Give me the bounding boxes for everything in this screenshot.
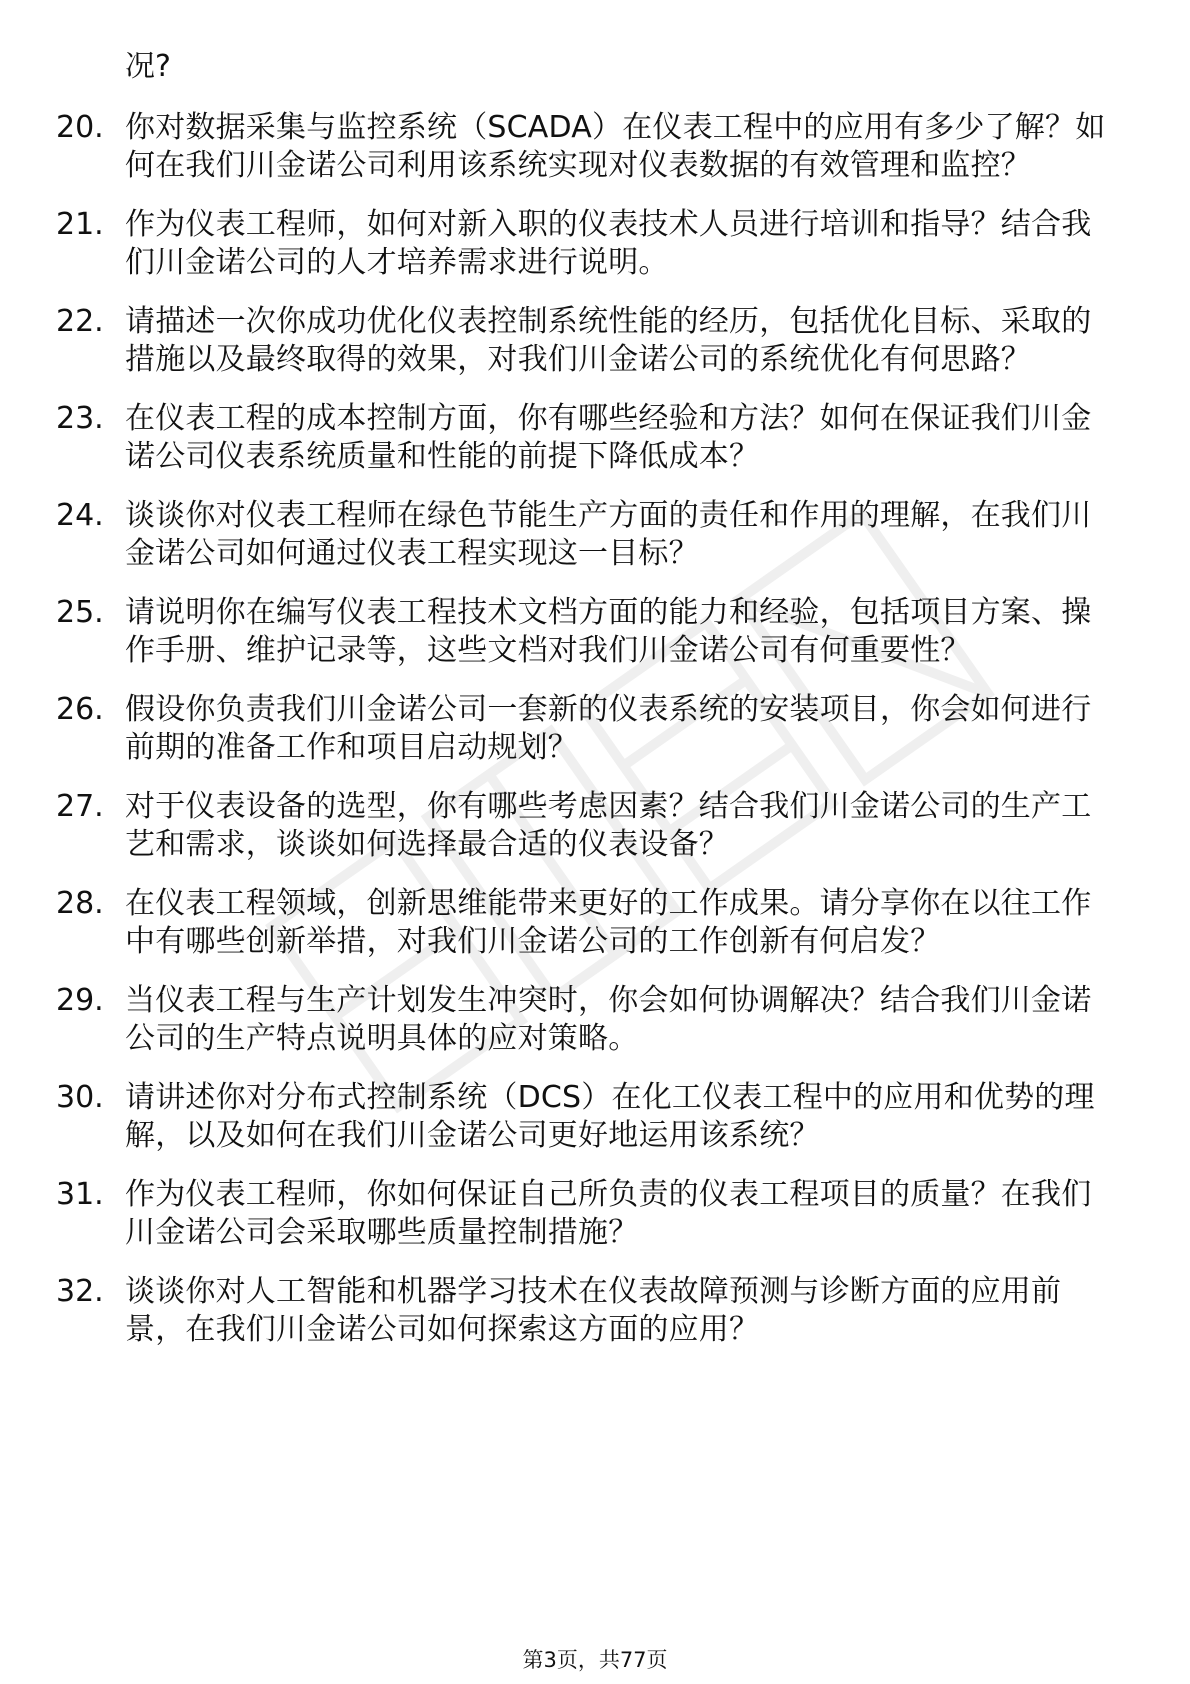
question-number: 27.	[56, 789, 104, 824]
question-number: 31.	[56, 1177, 104, 1212]
question-text: 假设你负责我们川金诺公司一套新的仪表系统的安装项目，你会如何进行前期的准备工作和项目启动规划？	[125, 692, 1092, 765]
question-list	[0, 109, 1190, 1370]
question-number: 20.	[56, 110, 104, 145]
question-text: 请描述一次你成功优化仪表控制系统性能的经历，包括优化目标、采取的措施以及最终取得的效果，对我们川金诺公司的系统优化有何思路？	[125, 304, 1092, 377]
question-number: 30.	[56, 1080, 104, 1115]
question-item	[0, 982, 1115, 1058]
question-number: 21.	[56, 207, 104, 242]
question-number: 23.	[56, 401, 104, 436]
question-text: 你对数据采集与监控系统（SCADA）在仪表工程中的应用有多少了解？如何在我们川金诺公司利用该系统实现对仪表数据的有效管理和监控？	[125, 110, 1106, 183]
continued-text: 况?	[125, 49, 171, 84]
question-text: 谈谈你对人工智能和机器学习技术在仪表故障预测与诊断方面的应用前景，在我们川金诺公司如何探索这方面的应用？	[125, 1274, 1062, 1347]
question-number: 32.	[56, 1274, 104, 1309]
question-text: 在仪表工程领域，创新思维能带来更好的工作成果。请分享你在以往工作中有哪些创新举措，对我们川金诺公司的工作创新有何启发？	[125, 886, 1092, 959]
question-item	[0, 788, 1115, 864]
question-item	[0, 1176, 1115, 1252]
question-text: 作为仪表工程师，如何对新入职的仪表技术人员进行培训和指导？结合我们川金诺公司的人才培养需求进行说明。	[125, 207, 1092, 280]
question-item	[0, 594, 1115, 670]
question-number: 25.	[56, 595, 104, 630]
question-text: 当仪表工程与生产计划发生冲突时，你会如何协调解决？结合我们川金诺公司的生产特点说明具体的应对策略。	[125, 983, 1092, 1056]
question-item	[0, 885, 1115, 961]
question-number: 26.	[56, 692, 104, 727]
question-item	[0, 497, 1115, 573]
page-footer: 第3页，共77页	[522, 1648, 668, 1672]
question-item	[0, 691, 1115, 767]
question-item	[0, 109, 1115, 185]
question-item	[0, 1273, 1115, 1349]
question-item	[0, 1079, 1115, 1155]
question-item	[0, 303, 1115, 379]
question-text: 请讲述你对分布式控制系统（DCS）在化工仪表工程中的应用和优势的理解，以及如何在我们川金诺公司更好地运用该系统？	[125, 1080, 1095, 1153]
question-item	[0, 400, 1115, 476]
question-text: 在仪表工程的成本控制方面，你有哪些经验和方法？如何在保证我们川金诺公司仪表系统质量和性能的前提下降低成本？	[125, 401, 1092, 474]
question-item	[0, 206, 1115, 282]
question-number: 22.	[56, 304, 104, 339]
question-text: 作为仪表工程师，你如何保证自己所负责的仪表工程项目的质量？在我们川金诺公司会采取哪些质量控制措施？	[125, 1177, 1092, 1250]
question-number: 29.	[56, 983, 104, 1018]
question-text: 请说明你在编写仪表工程技术文档方面的能力和经验，包括项目方案、操作手册、维护记录等，这些文档对我们川金诺公司有何重要性？	[125, 595, 1092, 668]
question-text: 对于仪表设备的选型，你有哪些考虑因素？结合我们川金诺公司的生产工艺和需求，谈谈如何选择最合适的仪表设备？	[125, 789, 1092, 862]
question-number: 28.	[56, 886, 104, 921]
question-number: 24.	[56, 498, 104, 533]
question-text: 谈谈你对仪表工程师在绿色节能生产方面的责任和作用的理解，在我们川金诺公司如何通过仪表工程实现这一目标？	[125, 498, 1092, 571]
